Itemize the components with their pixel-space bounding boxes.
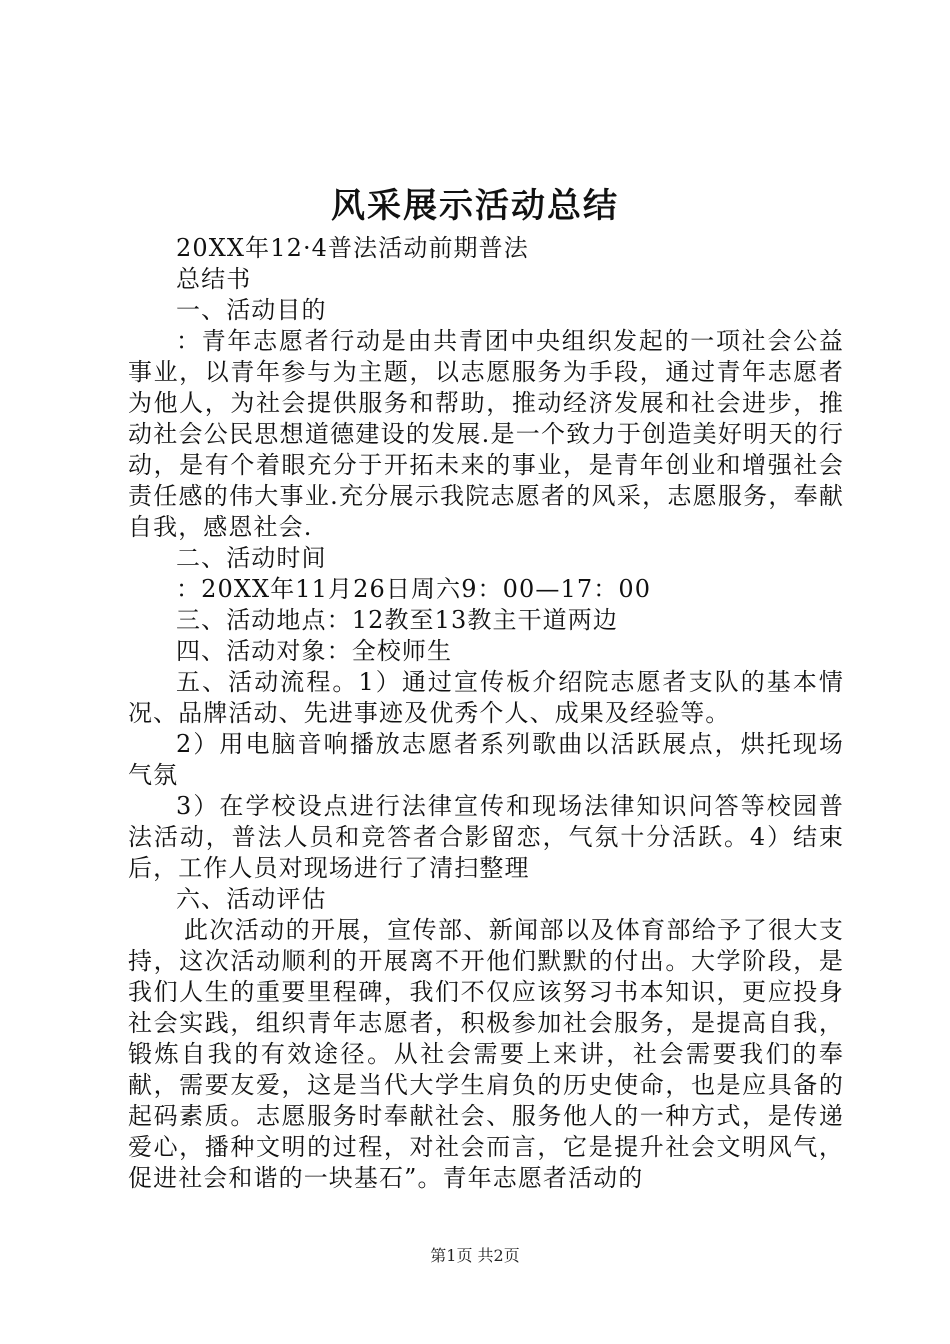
paragraph: 四、活动对象：全校师生 [176, 637, 453, 665]
document-title: 风采展示活动总结 [331, 186, 619, 226]
page-footer: 第1页 共2页 [430, 1246, 520, 1265]
paragraph: 3）在学校设点进行法律宣传和现场法律知识问答等校园普法活动，普法人员和竞答者合影留恋，气氛十分活跃。4）结束后，工作人员对现场进行了清扫整理 [128, 792, 844, 882]
paragraph: 此次活动的开展，宣传部、新闻部以及体育部给予了很大支持，这次活动顺利的开展离不开他们默默的付出。大学阶段，是我们人生的重要里程碑，我们不仅应该努习书本知识，更应投身社会实践，组织青年志愿者，积极参加社会服务，是提高自我，锻炼自我的有效途径。从社会需要上来讲，社会需要我们的奉献，需要友爱，这是当代大学生肩负的历史使命，也是应具备的起码素质。志愿服务时奉献社会、服务他人的一种方式，是传递爱心，播种文明的过程，对社会而言，它是提升社会文明风气，促进社会和谐的一块基石”。青年志愿者活动的 [128, 916, 844, 1192]
paragraph-heading-line: 总结书 [176, 265, 252, 293]
paragraph: ：20XX年11月26日周六9：00—17：00 [176, 575, 652, 603]
section-heading: 二、活动时间 [176, 544, 327, 572]
section-heading: 六、活动评估 [176, 885, 327, 913]
paragraph: ：青年志愿者行动是由共青团中央组织发起的一项社会公益事业，以青年参与为主题，以志愿服务为手段，通过青年志愿者为他人，为社会提供服务和帮助，推动经济发展和社会进步，推动社会公民思想道德建设的发展.是一个致力于创造美好明天的行动，是有个着眼充分于开拓未来的事业，是青年创业和增强社会责任感的伟大事业.充分展示我院志愿者的风采，志愿服务，奉献自我，感恩社会. [128, 327, 844, 541]
document-body [128, 233, 844, 1194]
paragraph: 三、活动地点：12教至13教主干道两边 [176, 606, 618, 634]
section-heading: 一、活动目的 [176, 296, 327, 324]
paragraph: 2）用电脑音响播放志愿者系列歌曲以活跃展点，烘托现场气氛 [128, 730, 844, 789]
paragraph: 五、活动流程。1）通过宣传板介绍院志愿者支队的基本情况、品牌活动、先进事迹及优秀个人、成果及经验等。 [128, 668, 844, 727]
paragraph-heading-line: 20XX年12·4普法活动前期普法 [176, 234, 529, 262]
